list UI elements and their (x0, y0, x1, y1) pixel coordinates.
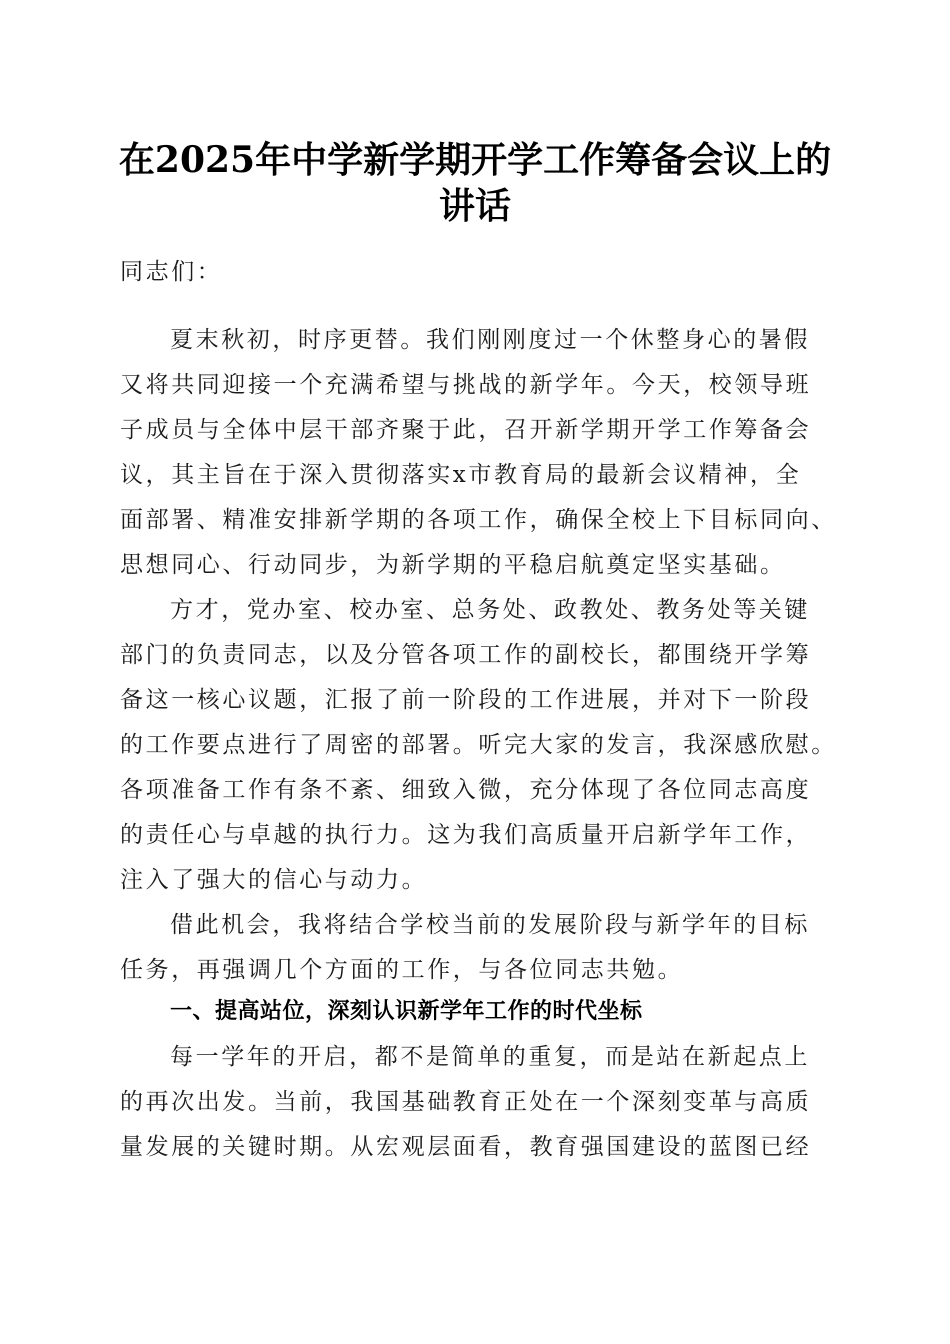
document-title-line-1: 在2025年中学新学期开学工作筹备会议上的 (118, 139, 832, 181)
paragraph-2-line: 部门的负责同志，以及分管各项工作的副校长，都围绕开学筹 (120, 642, 812, 668)
paragraph-2-line: 注入了强大的信心与动力。 (120, 867, 428, 893)
paragraph-3-line: 任务，再强调几个方面的工作，与各位同志共勉。 (120, 957, 684, 983)
paragraph-2-line: 的工作要点进行了周密的部署。听完大家的发言，我深感欣慰。 (120, 732, 837, 758)
paragraph-3-line: 借此机会，我将结合学校当前的发展阶段与新学年的目标 (170, 912, 810, 938)
paragraph-1-line: 子成员与全体中层干部齐聚于此，召开新学期开学工作筹备会 (120, 417, 812, 443)
paragraph-2-line: 方才，党办室、校办室、总务处、政教处、教务处等关键 (170, 597, 810, 623)
paragraph-2-line: 的责任心与卓越的执行力。这为我们高质量开启新学年工作， (120, 822, 812, 848)
paragraph-1-line: 面部署、精准安排新学期的各项工作，确保全校上下目标同向、 (120, 507, 837, 533)
paragraph-1-line: 思想同心、行动同步，为新学期的平稳启航奠定坚实基础。 (120, 552, 786, 578)
paragraph-4-line: 每一学年的开启，都不是简单的重复，而是站在新起点上 (170, 1044, 810, 1070)
paragraph-2-line: 备这一核心议题，汇报了前一阶段的工作进展，并对下一阶段 (120, 687, 812, 713)
paragraph-1-line: 夏末秋初，时序更替。我们刚刚度过一个休整身心的暑假 (170, 327, 810, 353)
paragraph-1-line: 议，其主旨在于深入贯彻落实x市教育局的最新会议精神，全 (120, 462, 802, 488)
paragraph-4-line: 量发展的关键时期。从宏观层面看，教育强国建设的蓝图已经 (120, 1134, 812, 1160)
document-title-line-2: 讲话 (438, 185, 511, 227)
paragraph-4-line: 的再次出发。当前，我国基础教育正处在一个深刻变革与高质 (120, 1089, 812, 1115)
paragraph-1-line: 又将共同迎接一个充满希望与挑战的新学年。今天，校领导班 (120, 372, 812, 398)
salutation: 同志们： (120, 259, 223, 285)
paragraph-2-line: 各项准备工作有条不紊、细致入微，充分体现了各位同志高度 (120, 777, 812, 803)
section-1-heading: 一、提高站位，深刻认识新学年工作的时代坐标 (170, 999, 643, 1024)
